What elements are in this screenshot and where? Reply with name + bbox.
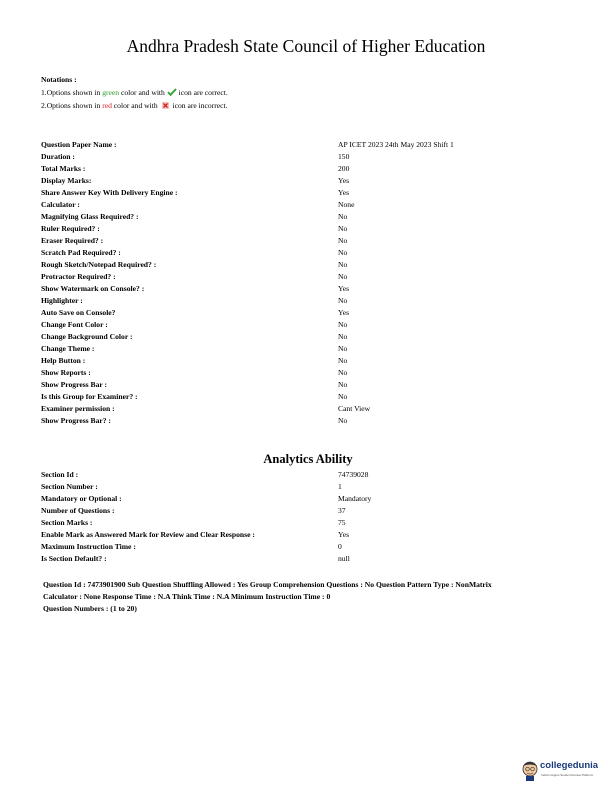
row-value: No (338, 260, 348, 269)
row-label: Auto Save on Console? (41, 308, 116, 317)
row-label: Magnifying Glass Required? : (41, 212, 139, 221)
section-details-table (41, 469, 371, 565)
row-value: Yes (338, 188, 350, 197)
row-label: Change Theme : (41, 344, 95, 353)
notations-heading: Notations : (41, 75, 77, 84)
kv-row (41, 481, 371, 493)
kv-row (41, 331, 454, 343)
question-info-line: Calculator : None Response Time : N.A Think Time : N.A Minimum Instruction Time : 0 (43, 592, 331, 601)
row-value: No (338, 332, 348, 341)
row-label: Protractor Required? : (41, 272, 116, 281)
kv-row (41, 199, 454, 211)
kv-row (41, 379, 454, 391)
kv-row (41, 343, 454, 355)
row-value: Yes (338, 530, 350, 539)
row-value: 37 (338, 506, 346, 515)
kv-row (41, 517, 371, 529)
kv-row (41, 259, 454, 271)
kv-row (41, 415, 454, 427)
student-mascot-icon (521, 757, 539, 786)
row-label: Show Reports : (41, 368, 91, 377)
notation-text: color and with (120, 88, 165, 97)
row-value: 200 (338, 164, 350, 173)
row-label: Highlighter : (41, 296, 83, 305)
row-value: No (338, 368, 348, 377)
row-label: Display Marks: (41, 176, 92, 185)
kv-row (41, 235, 454, 247)
row-label: Section Marks : (41, 518, 93, 527)
row-label: Maximum Instruction Time : (41, 542, 136, 551)
row-value: No (338, 236, 348, 245)
notation-text: icon are correct. (178, 88, 228, 97)
question-info-line: Question Id : 7473901900 Sub Question Shuffling Allowed : Yes Group Comprehension Questions : No Question Pattern Type : NonMatrix (43, 580, 492, 589)
row-label: Share Answer Key With Delivery Engine : (41, 188, 178, 197)
kv-row (41, 247, 454, 259)
kv-row (41, 307, 454, 319)
row-label: Mandatory or Optional : (41, 494, 122, 503)
notation-text: 1.Options shown in (41, 88, 101, 97)
kv-row (41, 187, 454, 199)
kv-row (41, 541, 371, 553)
row-label: Section Number : (41, 482, 98, 491)
kv-row (41, 367, 454, 379)
kv-row (41, 295, 454, 307)
row-label: Is this Group for Examiner? : (41, 392, 138, 401)
row-value: Cant View (338, 404, 371, 413)
row-label: Help Button : (41, 356, 86, 365)
row-value: Yes (338, 176, 350, 185)
kv-row (41, 319, 454, 331)
kv-row (41, 529, 371, 541)
row-label: Duration : (41, 152, 75, 161)
row-label: Change Background Color : (41, 332, 133, 341)
row-value: No (338, 212, 348, 221)
row-value: None (338, 200, 355, 209)
row-value: 75 (338, 518, 346, 527)
section-title: Analytics Ability (263, 452, 353, 466)
row-value: Yes (338, 308, 350, 317)
row-label: Eraser Required? : (41, 236, 104, 245)
row-label: Is Section Default? : (41, 554, 107, 563)
row-value: 74739028 (338, 470, 369, 479)
notation-correct (41, 86, 228, 99)
row-value: 150 (338, 152, 350, 161)
kv-row (41, 211, 454, 223)
row-value: Mandatory (338, 494, 372, 503)
row-value: 1 (338, 482, 342, 491)
paper-parameters-table (41, 139, 454, 427)
kv-row (41, 175, 454, 187)
kv-row (41, 283, 454, 295)
row-value: No (338, 320, 348, 329)
kv-row (41, 403, 454, 415)
row-value: No (338, 356, 348, 365)
notation-text: 2.Options shown in (41, 101, 101, 110)
row-label: Ruler Required? : (41, 224, 100, 233)
cross-icon (162, 100, 169, 107)
document-title: Andhra Pradesh State Council of Higher Education (126, 36, 486, 56)
notations (41, 73, 228, 112)
kv-row (41, 163, 454, 175)
row-value: null (338, 554, 350, 563)
row-label: Show Progress Bar : (41, 380, 108, 389)
question-info (43, 579, 492, 615)
kv-row (41, 505, 371, 517)
row-value: No (338, 392, 348, 401)
row-label: Change Font Color : (41, 320, 108, 329)
brand-watermark (519, 757, 612, 785)
row-label: Enable Mark as Answered Mark for Review and Clear Response : (41, 530, 255, 539)
row-label: Show Watermark on Console? : (41, 284, 145, 293)
brand-name: collegedunia (540, 760, 599, 771)
row-value: AP ICET 2023 24th May 2023 Shift 1 (338, 140, 454, 149)
notation-incorrect (41, 99, 228, 112)
green-word: green (102, 88, 120, 97)
row-value: No (338, 416, 348, 425)
kv-row (41, 151, 454, 163)
brand-tagline: India's largest Student Review Platform (541, 773, 594, 777)
row-label: Rough Sketch/Notepad Required? : (41, 260, 157, 269)
row-label: Section Id : (41, 470, 79, 479)
kv-row (41, 355, 454, 367)
row-label: Scratch Pad Required? : (41, 248, 121, 257)
row-label: Total Marks : (41, 164, 86, 173)
row-label: Question Paper Name : (41, 140, 117, 149)
row-value: Yes (338, 284, 350, 293)
kv-row (41, 223, 454, 235)
row-value: No (338, 272, 348, 281)
kv-row (41, 553, 371, 565)
notation-text: color and with (113, 101, 158, 110)
kv-row (41, 139, 454, 151)
notation-text: icon are incorrect. (172, 101, 228, 110)
row-value: No (338, 248, 348, 257)
row-value: No (338, 344, 348, 353)
row-label: Calculator : (41, 200, 80, 209)
row-label: Examiner permission : (41, 404, 115, 413)
kv-row (41, 469, 371, 481)
check-icon (167, 87, 177, 95)
kv-row (41, 391, 454, 403)
row-value: No (338, 380, 348, 389)
row-label: Show Progress Bar? : (41, 416, 111, 425)
kv-row (41, 493, 371, 505)
row-value: No (338, 224, 348, 233)
row-value: 0 (338, 542, 342, 551)
row-value: No (338, 296, 348, 305)
row-label: Number of Questions : (41, 506, 115, 515)
red-word: red (102, 101, 112, 110)
question-numbers: Question Numbers : (1 to 20) (43, 604, 137, 613)
kv-row (41, 271, 454, 283)
